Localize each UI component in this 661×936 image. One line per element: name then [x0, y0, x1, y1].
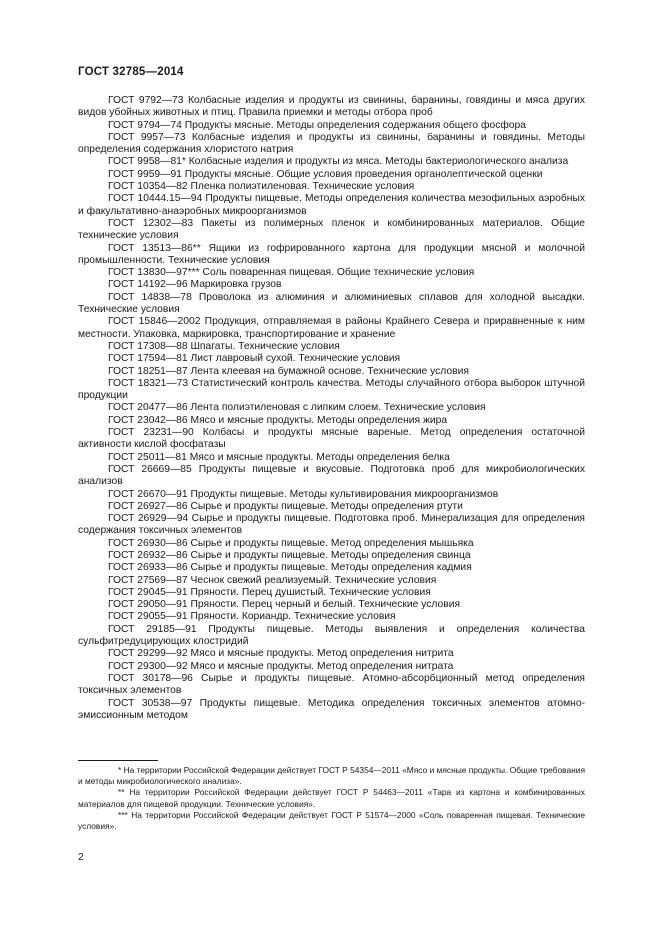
reference-item: ГОСТ 26930—86 Сырье и продукты пищевые. Метод определения мышьяка: [108, 537, 474, 549]
reference-item: ГОСТ 9794—74 Продукты мясные. Методы определения содержания общего фосфора: [108, 119, 527, 131]
reference-item: ГОСТ 26929—94 Сырье и продукты пищевые. Подготовка проб. Минерализация для определения содержания токсичных элементов: [78, 513, 585, 537]
reference-item: ГОСТ 26670—91 Продукты пищевые. Методы культивирования микроорганизмов: [108, 488, 499, 500]
reference-item: ГОСТ 23042—86 Мясо и мясные продукты. Методы определения жира: [108, 414, 448, 426]
reference-item: ГОСТ 25011—81 Мясо и мясные продукты. Методы определения белка: [108, 451, 450, 463]
reference-item: ГОСТ 15846—2002 Продукция, отправляемая в районы Крайнего Севера и приравненные к ним местности. Упаковка, маркировка, транспортирование и хранение: [78, 316, 585, 340]
page-number: 2: [78, 851, 84, 863]
reference-item: ГОСТ 30178—96 Сырье и продукты пищевые. Атомно-абсорбционный метод определения токсичных элементов: [78, 672, 585, 697]
reference-item: ГОСТ 27569—87 Чеснок свежий реализуемый. Технические условия: [108, 574, 437, 586]
reference-item: ГОСТ 26932—86 Сырье и продукты пищевые. Методы определения свинца: [108, 549, 471, 561]
reference-item: ГОСТ 14192—96 Маркировка грузов: [108, 279, 282, 291]
page-header-title: ГОСТ 32785—2014: [78, 66, 184, 78]
reference-item: ГОСТ 10444.15—94 Продукты пищевые. Методы определения количества мезофильных аэробных и факультативно-анаэробных микроорганизмов: [78, 193, 585, 217]
reference-item: ГОСТ 26927—86 Сырье и продукты пищевые. Методы определения ртути: [108, 500, 463, 512]
reference-item: ГОСТ 12302—83 Пакеты из полимерных пленок и комбинированных материалов. Общие технические условия: [78, 217, 585, 242]
reference-item: ГОСТ 17308—88 Шпагаты. Технические условия: [108, 340, 340, 352]
reference-item: ГОСТ 9958—81* Колбасные изделия и продукты из мяса. Методы бактериологического анализа: [108, 156, 569, 168]
reference-item: ГОСТ 9792—73 Колбасные изделия и продукты из свинины, баранины, говядины и мяса других видов убойных животных и птиц. Правила приемки и методы отбора проб: [78, 95, 585, 119]
footnote-item: ** На территории Российской Федерации действует ГОСТ Р 54463—2011 «Тара из картона и комбинированных материалов для пищевой продукции. Технические условия».: [78, 787, 585, 809]
reference-item: ГОСТ 9957—73 Колбасные изделия и продукты из свинины, баранины и говядины. Методы определения содержания хлористого натрия: [78, 131, 585, 156]
reference-item: ГОСТ 18321—73 Статистический контроль качества. Методы случайного отбора выборок штучной продукции: [78, 377, 585, 402]
reference-item: ГОСТ 29299—92 Мясо и мясные продукты. Метод определения нитрита: [108, 648, 454, 660]
footnote-item: * На территории Российской Федерации действует ГОСТ Р 54354—2011 «Мясо и мясные продукты. Общие требования и методы микробиологического анализа».: [78, 765, 585, 787]
reference-item: ГОСТ 29055—91 Пряности. Кориандр. Технические условия: [108, 611, 396, 623]
reference-item: ГОСТ 20477—86 Лента полиэтиленовая с липким слоем. Технические условия: [108, 402, 486, 414]
reference-item: ГОСТ 14838—78 Проволока из алюминия и алюминиевых сплавов для холодной высадки. Технические условия: [78, 291, 585, 316]
reference-item: ГОСТ 30538—97 Продукты пищевые. Методика определения токсичных элементов атомно-эмиссионным методом: [78, 697, 585, 721]
reference-item: ГОСТ 10354—82 Пленка полиэтиленовая. Технические условия: [108, 181, 415, 193]
reference-item: ГОСТ 13830—97*** Соль поваренная пищевая. Общие технические условия: [108, 267, 475, 279]
footnotes: [78, 765, 585, 832]
reference-item: ГОСТ 29050—91 Пряности. Перец черный и белый. Технические условия: [108, 599, 461, 611]
normative-references-list: [78, 95, 585, 722]
reference-item: ГОСТ 23231—90 Колбасы и продукты мясные вареные. Метод определения остаточной активности кислой фосфатазы: [78, 427, 585, 451]
reference-item: ГОСТ 17594—81 Лист лавровый сухой. Технические условия: [108, 353, 401, 365]
reference-item: ГОСТ 13513—86** Ящики из гофрированного картона для продукции мясной и молочной промышленности. Технические условия: [78, 242, 585, 266]
reference-item: ГОСТ 18251—87 Лента клеевая на бумажной основе. Технические условия: [108, 365, 469, 377]
reference-item: ГОСТ 26669—85 Продукты пищевые и вкусовые. Подготовка проб для микробиологических анализов: [78, 463, 585, 488]
reference-item: ГОСТ 9959—91 Продукты мясные. Общие условия проведения органолептической оценки: [108, 168, 543, 180]
reference-item: ГОСТ 29185—91 Продукты пищевые. Методы выявления и определения количества сульфитредуцирующих клостридий: [78, 623, 585, 648]
footnote-item: *** На территории Российской Федерации действует ГОСТ Р 51574—2000 «Соль поваренная пищевая. Технические условия».: [78, 809, 585, 832]
reference-item: ГОСТ 26933—86 Сырье и продукты пищевые. Методы определения кадмия: [108, 562, 472, 574]
footnote-separator: [78, 760, 158, 761]
reference-item: ГОСТ 29300—92 Мясо и мясные продукты. Метод определения нитрата: [108, 660, 454, 672]
reference-item: ГОСТ 29045—91 Пряности. Перец душистый. Технические условия: [108, 586, 431, 598]
